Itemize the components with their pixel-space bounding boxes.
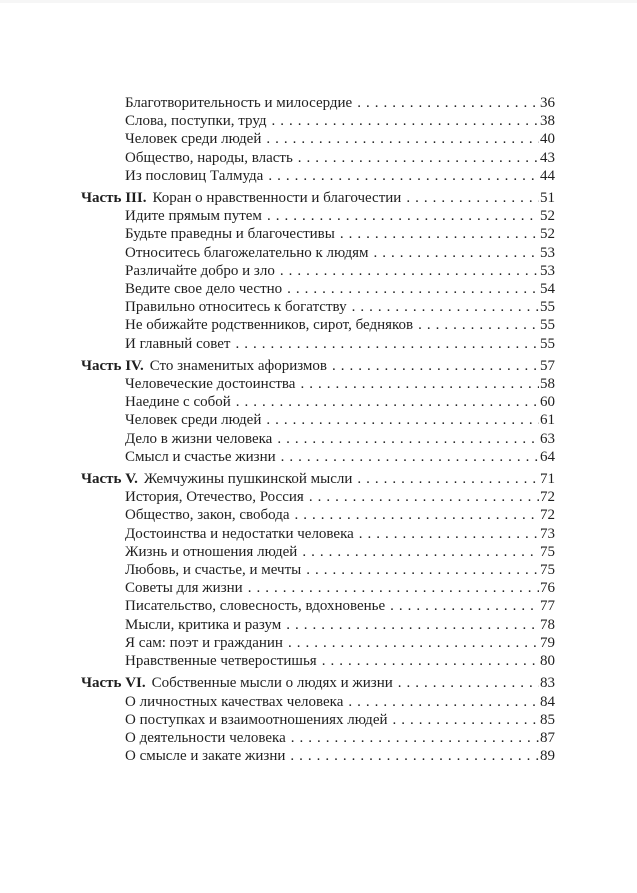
- toc-entry: [81, 207, 555, 225]
- toc-page-number: 55: [540, 335, 555, 352]
- toc-page-number: 72: [540, 489, 555, 506]
- toc-entry: [81, 729, 555, 747]
- toc-entry: [81, 693, 555, 711]
- toc-page-number: 52: [540, 226, 555, 243]
- dot-leader: [359, 525, 539, 543]
- toc-entry: [81, 543, 555, 561]
- toc-part-header: [81, 674, 555, 692]
- toc-entry-title: Любовь, и счастье, и мечты: [125, 562, 302, 579]
- toc-page-number: 54: [540, 281, 555, 298]
- toc-entry-title: Смысл и счастье жизни: [125, 448, 276, 465]
- toc-page-number: 87: [540, 729, 555, 746]
- dot-leader: [418, 316, 539, 334]
- toc-page-number: 80: [540, 653, 555, 670]
- toc-entry: [81, 448, 555, 466]
- toc-entry: [81, 747, 555, 765]
- toc-entry-title: О смысле и закате жизни: [125, 748, 286, 765]
- table-of-contents: [81, 94, 555, 765]
- dot-leader: [406, 189, 539, 207]
- toc-entry: [81, 579, 555, 597]
- toc-entry: [81, 652, 555, 670]
- dot-leader: [357, 470, 539, 488]
- dot-leader: [300, 375, 539, 393]
- toc-entry-title: Жизнь и отношения людей: [125, 543, 298, 560]
- toc-entry: [81, 375, 555, 393]
- dot-leader: [266, 130, 539, 148]
- toc-page-number: 36: [540, 95, 555, 111]
- toc-page-number: 51: [540, 190, 555, 207]
- toc-page-number: 44: [540, 167, 555, 184]
- dot-leader: [322, 652, 539, 670]
- toc-entry: [81, 488, 555, 506]
- dot-leader: [374, 244, 539, 262]
- toc-entry-title: Общество, народы, власть: [125, 149, 293, 166]
- toc-entry-title: Советы для жизни: [125, 580, 243, 597]
- dot-leader: [390, 597, 539, 615]
- toc-page-number: 64: [540, 448, 555, 465]
- toc-entry-title: Идите прямым путем: [125, 208, 262, 225]
- toc-page-number: 75: [540, 562, 555, 579]
- toc-entry: [81, 244, 555, 262]
- toc-entry-title: Будьте праведны и благочестивы: [125, 226, 335, 243]
- toc-entry-title: Наедине с собой: [125, 394, 231, 411]
- toc-part-header: [81, 189, 555, 207]
- toc-page-number: 75: [540, 543, 555, 560]
- toc-entry-title: О деятельности человека: [125, 729, 286, 746]
- toc-entry-title: Слова, поступки, труд: [125, 113, 267, 130]
- toc-entry-title: О поступках и взаимоотношениях людей: [125, 711, 388, 728]
- toc-entry-title: Относитесь благожелательно к людям: [125, 244, 369, 261]
- toc-entry: [81, 262, 555, 280]
- dot-leader: [272, 112, 539, 130]
- toc-page-number: 77: [540, 598, 555, 615]
- toc-entry: [81, 393, 555, 411]
- toc-page-number: 55: [540, 317, 555, 334]
- toc-part-label: Часть VI.: [81, 675, 146, 692]
- toc-entry: [81, 430, 555, 448]
- dot-leader: [340, 225, 539, 243]
- toc-page-number: 53: [540, 244, 555, 261]
- dot-leader: [298, 149, 539, 167]
- toc-page-number: 78: [540, 616, 555, 633]
- toc-entry: [81, 411, 555, 429]
- toc-entry-title: Писательство, словесность, вдохновенье: [125, 598, 386, 615]
- toc-page-number: 43: [540, 149, 555, 166]
- toc-entry: [81, 112, 555, 130]
- toc-entry-title: Ведите свое дело честно: [125, 281, 283, 298]
- toc-entry: [81, 94, 555, 112]
- toc-entry-title: Правильно относитесь к богатству: [125, 299, 347, 316]
- toc-entry-title: Нравственные четверостишья: [125, 653, 317, 670]
- toc-entry-title: О личностных качествах человека: [125, 693, 344, 710]
- dot-leader: [266, 411, 539, 429]
- toc-entry-title: И главный совет: [125, 335, 231, 352]
- dot-leader: [277, 430, 539, 448]
- toc-page-number: 89: [540, 748, 555, 765]
- dot-leader: [286, 616, 539, 634]
- toc-page-number: 40: [540, 131, 555, 148]
- toc-entry: [81, 335, 555, 353]
- dot-leader: [267, 207, 539, 225]
- toc-part-title: Коран о нравственности и благочестии: [152, 190, 402, 207]
- toc-page-number: 73: [540, 525, 555, 542]
- toc-entry-title: История, Отечество, Россия: [125, 489, 304, 506]
- toc-page-number: 85: [540, 711, 555, 728]
- dot-leader: [288, 634, 539, 652]
- toc-page-number: 38: [540, 113, 555, 130]
- toc-page-number: 71: [540, 471, 555, 488]
- dot-leader: [393, 711, 540, 729]
- toc-entry-title: Благотворительность и милосердие: [125, 95, 353, 111]
- dot-leader: [295, 506, 539, 524]
- toc-entry-title: Человек среди людей: [125, 131, 262, 148]
- dot-leader: [235, 335, 539, 353]
- toc-page-number: 63: [540, 430, 555, 447]
- toc-entry: [81, 597, 555, 615]
- toc-entry-title: Дело в жизни человека: [125, 430, 273, 447]
- toc-entry: [81, 506, 555, 524]
- dot-leader: [302, 543, 539, 561]
- dot-leader: [268, 167, 539, 185]
- toc-entry: [81, 130, 555, 148]
- toc-entry: [81, 280, 555, 298]
- toc-page-number: 84: [540, 693, 555, 710]
- dot-leader: [306, 561, 539, 579]
- dot-leader: [281, 448, 539, 466]
- dot-leader: [357, 94, 539, 112]
- toc-entry: [81, 525, 555, 543]
- toc-part-label: Часть III.: [81, 190, 147, 207]
- toc-entry: [81, 149, 555, 167]
- toc-entry: [81, 711, 555, 729]
- toc-entry-title: Из пословиц Талмуда: [125, 167, 264, 184]
- toc-entry: [81, 634, 555, 652]
- dot-leader: [291, 729, 539, 747]
- dot-leader: [280, 262, 539, 280]
- toc-entry-title: Человек среди людей: [125, 412, 262, 429]
- dot-leader: [332, 357, 539, 375]
- toc-part-title: Сто знаменитых афоризмов: [149, 357, 328, 374]
- toc-page-number: 58: [540, 376, 555, 393]
- toc-entry-title: Общество, закон, свобода: [125, 507, 290, 524]
- toc-entry: [81, 298, 555, 316]
- toc-part-title: Собственные мысли о людях и жизни: [151, 675, 393, 692]
- dot-leader: [352, 298, 539, 316]
- dot-leader: [309, 488, 539, 506]
- dot-leader: [348, 693, 539, 711]
- dot-leader: [287, 280, 539, 298]
- toc-entry-title: Различайте добро и зло: [125, 262, 275, 279]
- toc-part-header: [81, 470, 555, 488]
- toc-page-number: 83: [540, 675, 555, 692]
- toc-page-number: 55: [540, 299, 555, 316]
- toc-part-header: [81, 357, 555, 375]
- toc-entry-title: Достоинства и недостатки человека: [125, 525, 354, 542]
- toc-page-number: 52: [540, 208, 555, 225]
- toc-entry: [81, 167, 555, 185]
- dot-leader: [398, 674, 539, 692]
- toc-page-number: 76: [540, 580, 555, 597]
- toc-entry: [81, 225, 555, 243]
- dot-leader: [248, 579, 539, 597]
- toc-entry-title: Я сам: поэт и гражданин: [125, 634, 283, 651]
- toc-entry-title: Мысли, критика и разум: [125, 616, 282, 633]
- toc-entry-title: Не обижайте родственников, сирот, бедняков: [125, 317, 414, 334]
- toc-part-label: Часть IV.: [81, 357, 144, 374]
- toc-entry-title: Человеческие достоинства: [125, 376, 296, 393]
- toc-page-number: 61: [540, 412, 555, 429]
- page-top-edge: [0, 0, 637, 3]
- toc-page-number: 57: [540, 357, 555, 374]
- toc-entry: [81, 616, 555, 634]
- toc-page-number: 60: [540, 394, 555, 411]
- toc-entry: [81, 561, 555, 579]
- toc-page-number: 72: [540, 507, 555, 524]
- toc-part-label: Часть V.: [81, 471, 138, 488]
- dot-leader: [236, 393, 539, 411]
- dot-leader: [290, 747, 539, 765]
- toc-page-number: 79: [540, 634, 555, 651]
- toc-part-title: Жемчужины пушкинской мысли: [143, 471, 353, 488]
- toc-entry: [81, 316, 555, 334]
- toc-page-number: 53: [540, 262, 555, 279]
